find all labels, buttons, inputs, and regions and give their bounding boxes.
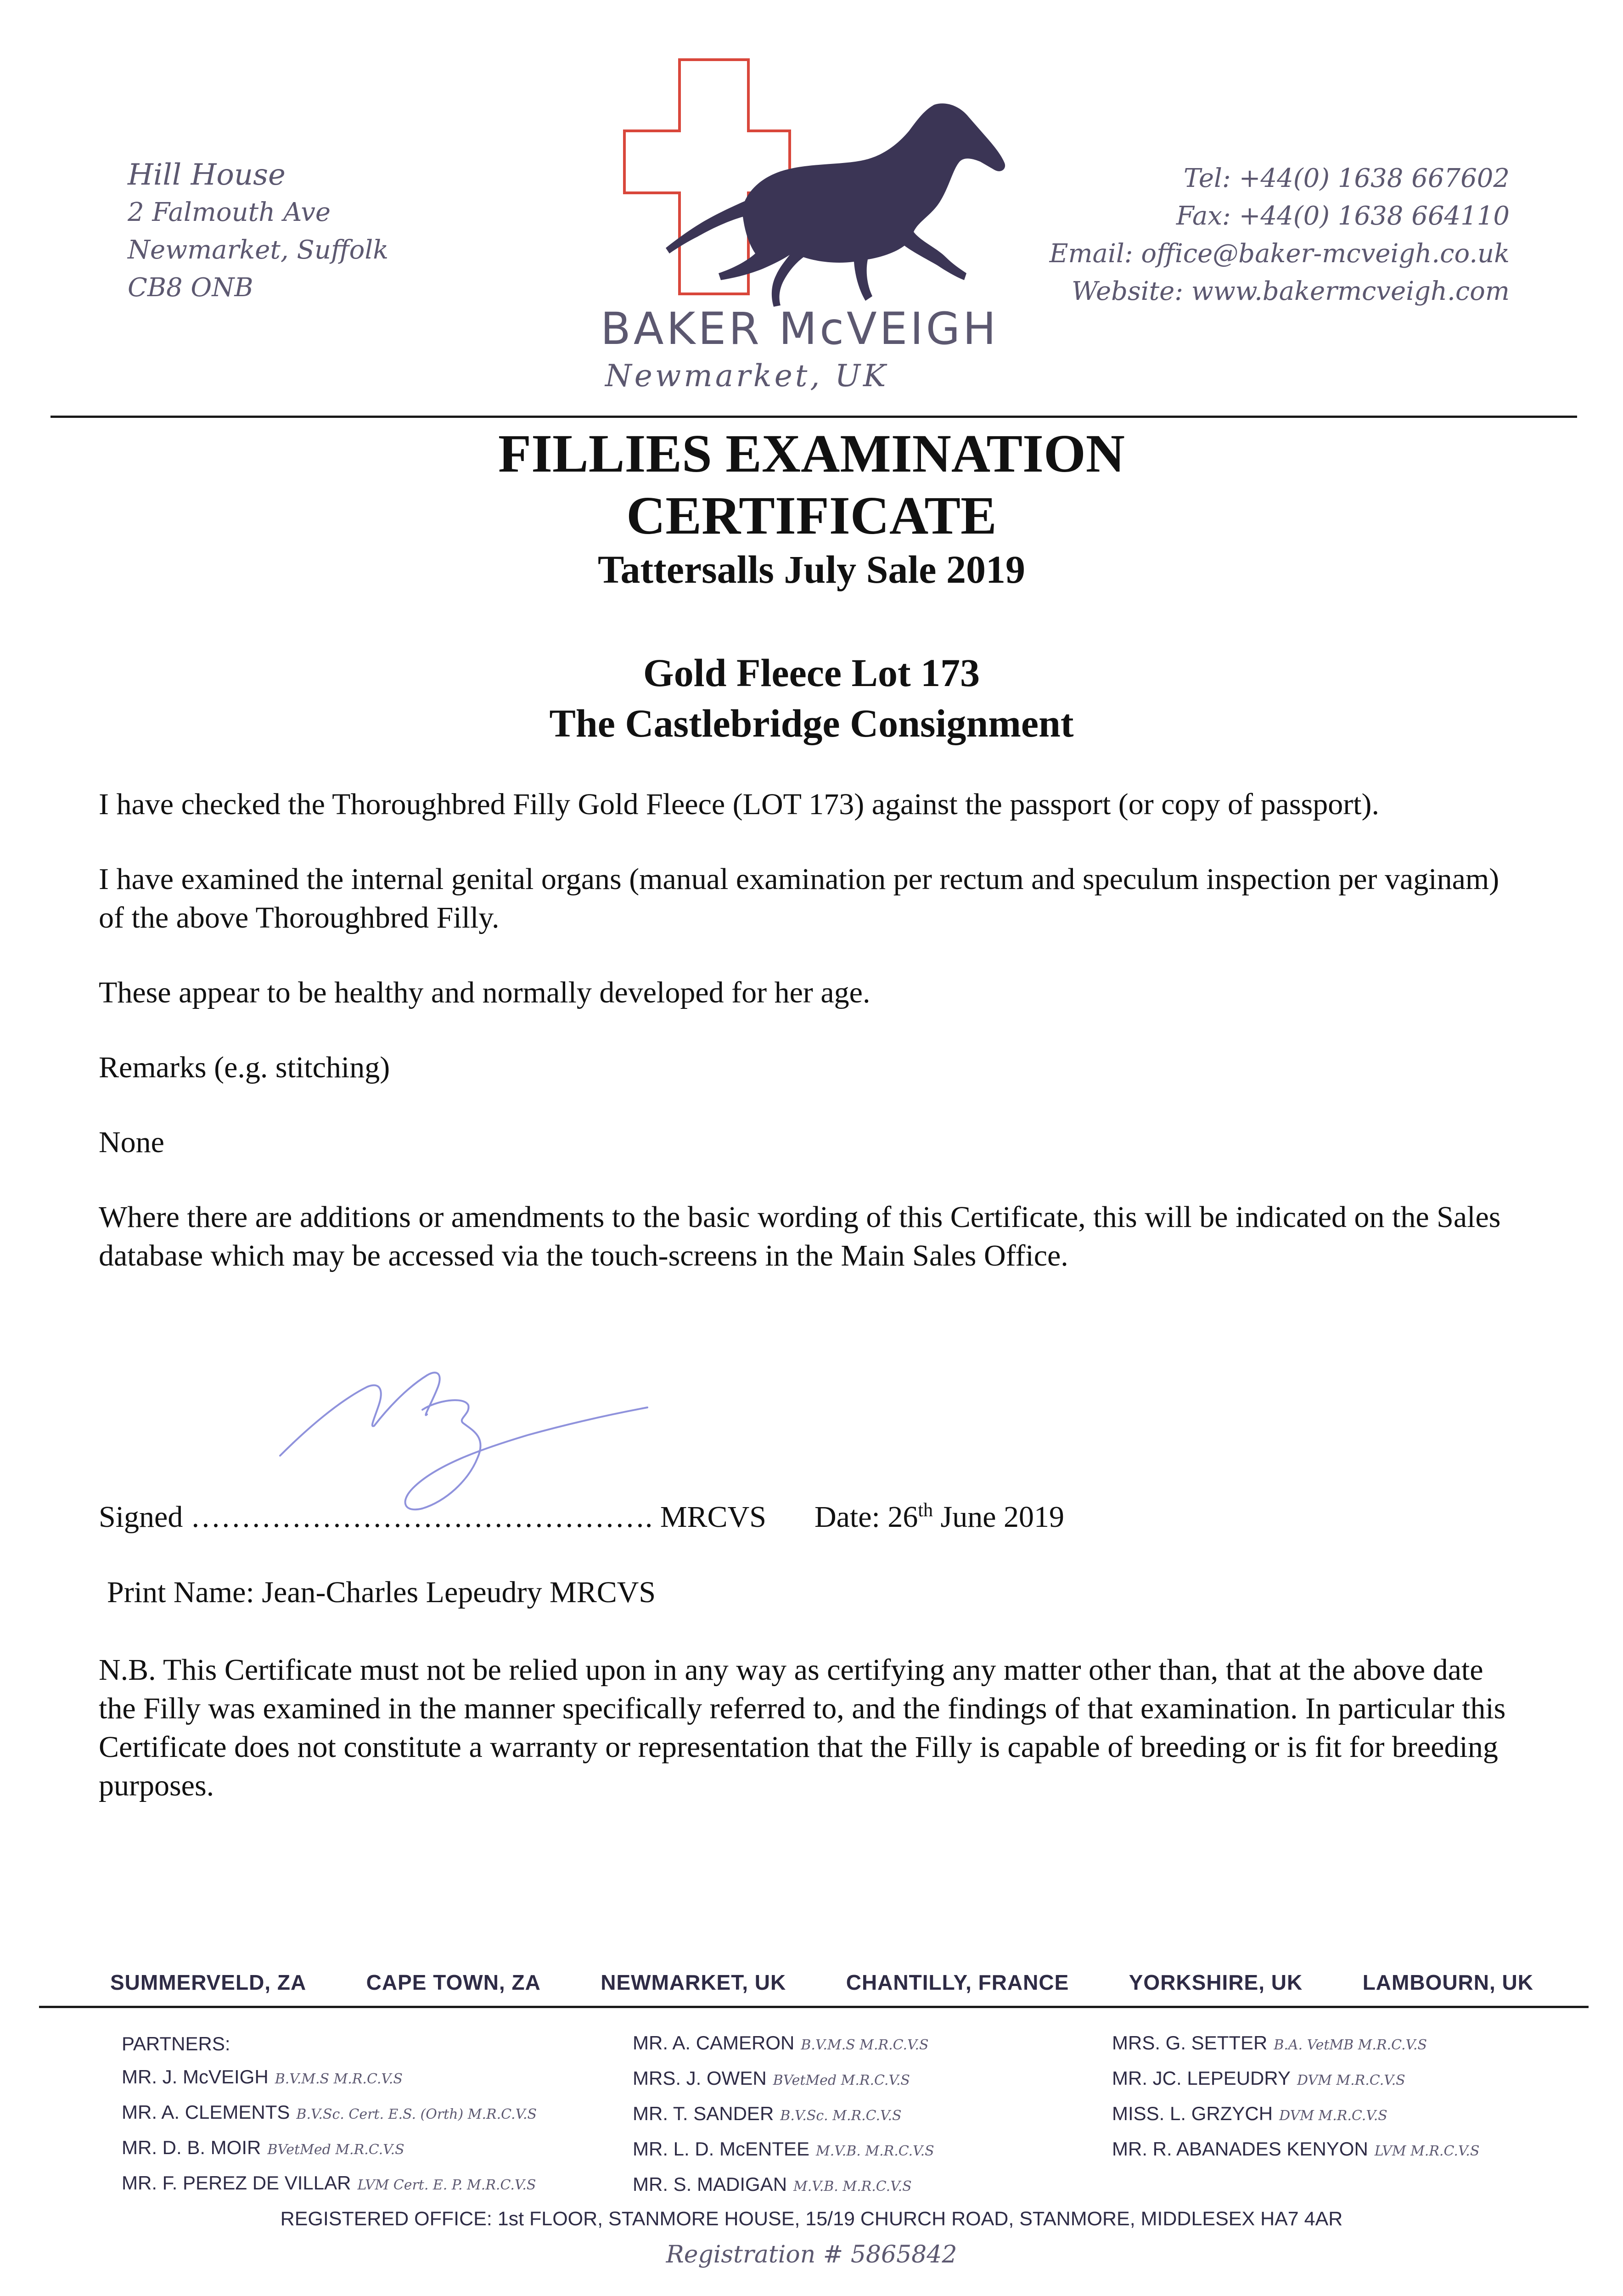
registered-office: REGISTERED OFFICE: 1st FLOOR, STANMORE HOUSE, 15/19 CHURCH ROAD, STANMORE, MIDDLESEX HA7 4AR (280, 2208, 1343, 2230)
contact-website: Website: www.bakermcveigh.com (1071, 276, 1510, 306)
sale-name: Tattersalls July Sale 2019 (598, 547, 1025, 591)
body-paragraph: Where there are additions or amendments to the basic wording of this Certificate, this will be indicated on the Sales database which may be accessed via the touch-screens in the Main Sales Office. (99, 1200, 1501, 1272)
remarks-value: None (99, 1125, 164, 1159)
consignor-heading: The Castlebridge Consignment (549, 701, 1074, 745)
company-address (128, 156, 388, 307)
body-paragraph: I have examined the internal genital organs (manual examination per rectum and speculum inspection per vaginam) of the above Thoroughbred Filly. (99, 862, 1499, 934)
location-item: SUMMERVELD, ZA (110, 1970, 307, 1994)
signature-line (99, 1499, 1064, 1535)
horse-icon (666, 103, 1005, 307)
partner-entry: MR. L. D. McENTEE M.V.B. M.R.C.V.S (633, 2138, 934, 2160)
address-line: CB8 ONB (128, 273, 253, 303)
disclaimer-note: N.B. This Certificate must not be relied upon in any way as certifying any matter other than, that at the above date the Filly was examined in the manner specifically referred to, and the findings of that examination. In particular this Certificate does not constitute a warranty or representation that the Filly is capable of breeding or is fit for breeding purposes. (99, 1653, 1506, 1802)
partner-entry: MR. A. CAMERON B.V.M.S M.R.C.V.S (633, 2032, 929, 2054)
partner-entry: MR. D. B. MOIR BVetMed M.R.C.V.S (122, 2137, 404, 2158)
print-name: Print Name: Jean-Charles Lepeudry MRCVS (107, 1576, 656, 1609)
location-item: CAPE TOWN, ZA (366, 1970, 541, 1994)
partners-column (122, 2027, 537, 2202)
partner-entry: MR. R. ABANADES KENYON LVM M.R.C.V.S (1112, 2138, 1480, 2160)
partner-entry: MR. A. CLEMENTS B.V.Sc. Cert. E.S. (Orth) M.R.C.V.S (122, 2101, 537, 2123)
partner-entry: MR. T. SANDER B.V.Sc. M.R.C.V.S (633, 2103, 902, 2124)
certificate-body (99, 785, 1527, 1311)
certificate-title-line2: CERTIFICATE (626, 485, 997, 546)
body-paragraph: These appear to be healthy and normally developed for her age. (99, 976, 870, 1009)
lot-heading: Gold Fleece Lot 173 (643, 651, 980, 695)
office-locations (110, 1970, 1533, 1995)
company-contact (1050, 160, 1510, 310)
footer-divider (39, 2006, 1589, 2008)
partners-column (633, 2026, 934, 2203)
partner-entry: MR. J. McVEIGH B.V.M.S M.R.C.V.S (122, 2066, 403, 2088)
partner-entry: MR. JC. LEPEUDRY DVM M.R.C.V.S (1112, 2067, 1405, 2089)
partner-entry: MR. S. MADIGAN M.V.B. M.R.C.V.S (633, 2173, 912, 2195)
location-item: LAMBOURN, UK (1362, 1970, 1533, 1994)
contact-fax: Fax: +44(0) 1638 664110 (1176, 201, 1510, 231)
signature-date: Date: 26th June 2019 (814, 1500, 1065, 1534)
address-line: 2 Falmouth Ave (128, 197, 331, 227)
location-item: YORKSHIRE, UK (1129, 1970, 1303, 1994)
logo-company-name: BAKER McVEIGH (601, 303, 999, 355)
contact-phone: Tel: +44(0) 1638 667602 (1183, 163, 1510, 193)
registration-number: Registration # 5865842 (666, 2241, 957, 2268)
partner-entry: MRS. G. SETTER B.A. VetMB M.R.C.V.S (1112, 2032, 1427, 2054)
address-line: Hill House (128, 158, 286, 192)
partner-entry: MRS. J. OWEN BVetMed M.R.C.V.S (633, 2067, 910, 2089)
partners-label: PARTNERS: (122, 2033, 230, 2054)
certificate-title: FILLIES EXAMINATION (498, 423, 1125, 484)
remarks-label: Remarks (e.g. stitching) (99, 1051, 390, 1084)
address-line: Newmarket, Suffolk (128, 235, 389, 265)
signed-label: Signed ………………………………………. MRCVS (99, 1500, 766, 1534)
contact-email: Email: office@baker-mcveigh.co.uk (1049, 239, 1510, 269)
location-item: CHANTILLY, FRANCE (846, 1970, 1069, 1994)
partner-entry: MISS. L. GRZYCH DVM M.R.C.V.S (1112, 2103, 1387, 2124)
partners-column (1112, 2026, 1479, 2168)
body-paragraph: I have checked the Thoroughbred Filly Gold Fleece (LOT 173) against the passport (or copy of passport). (99, 788, 1379, 821)
partner-entry: MR. F. PEREZ DE VILLAR LVM Cert. E. P. M.R.C.V.S (122, 2172, 536, 2194)
location-item: NEWMARKET, UK (601, 1970, 786, 1994)
header-divider (51, 416, 1577, 418)
logo-location: Newmarket, UK (605, 358, 889, 394)
